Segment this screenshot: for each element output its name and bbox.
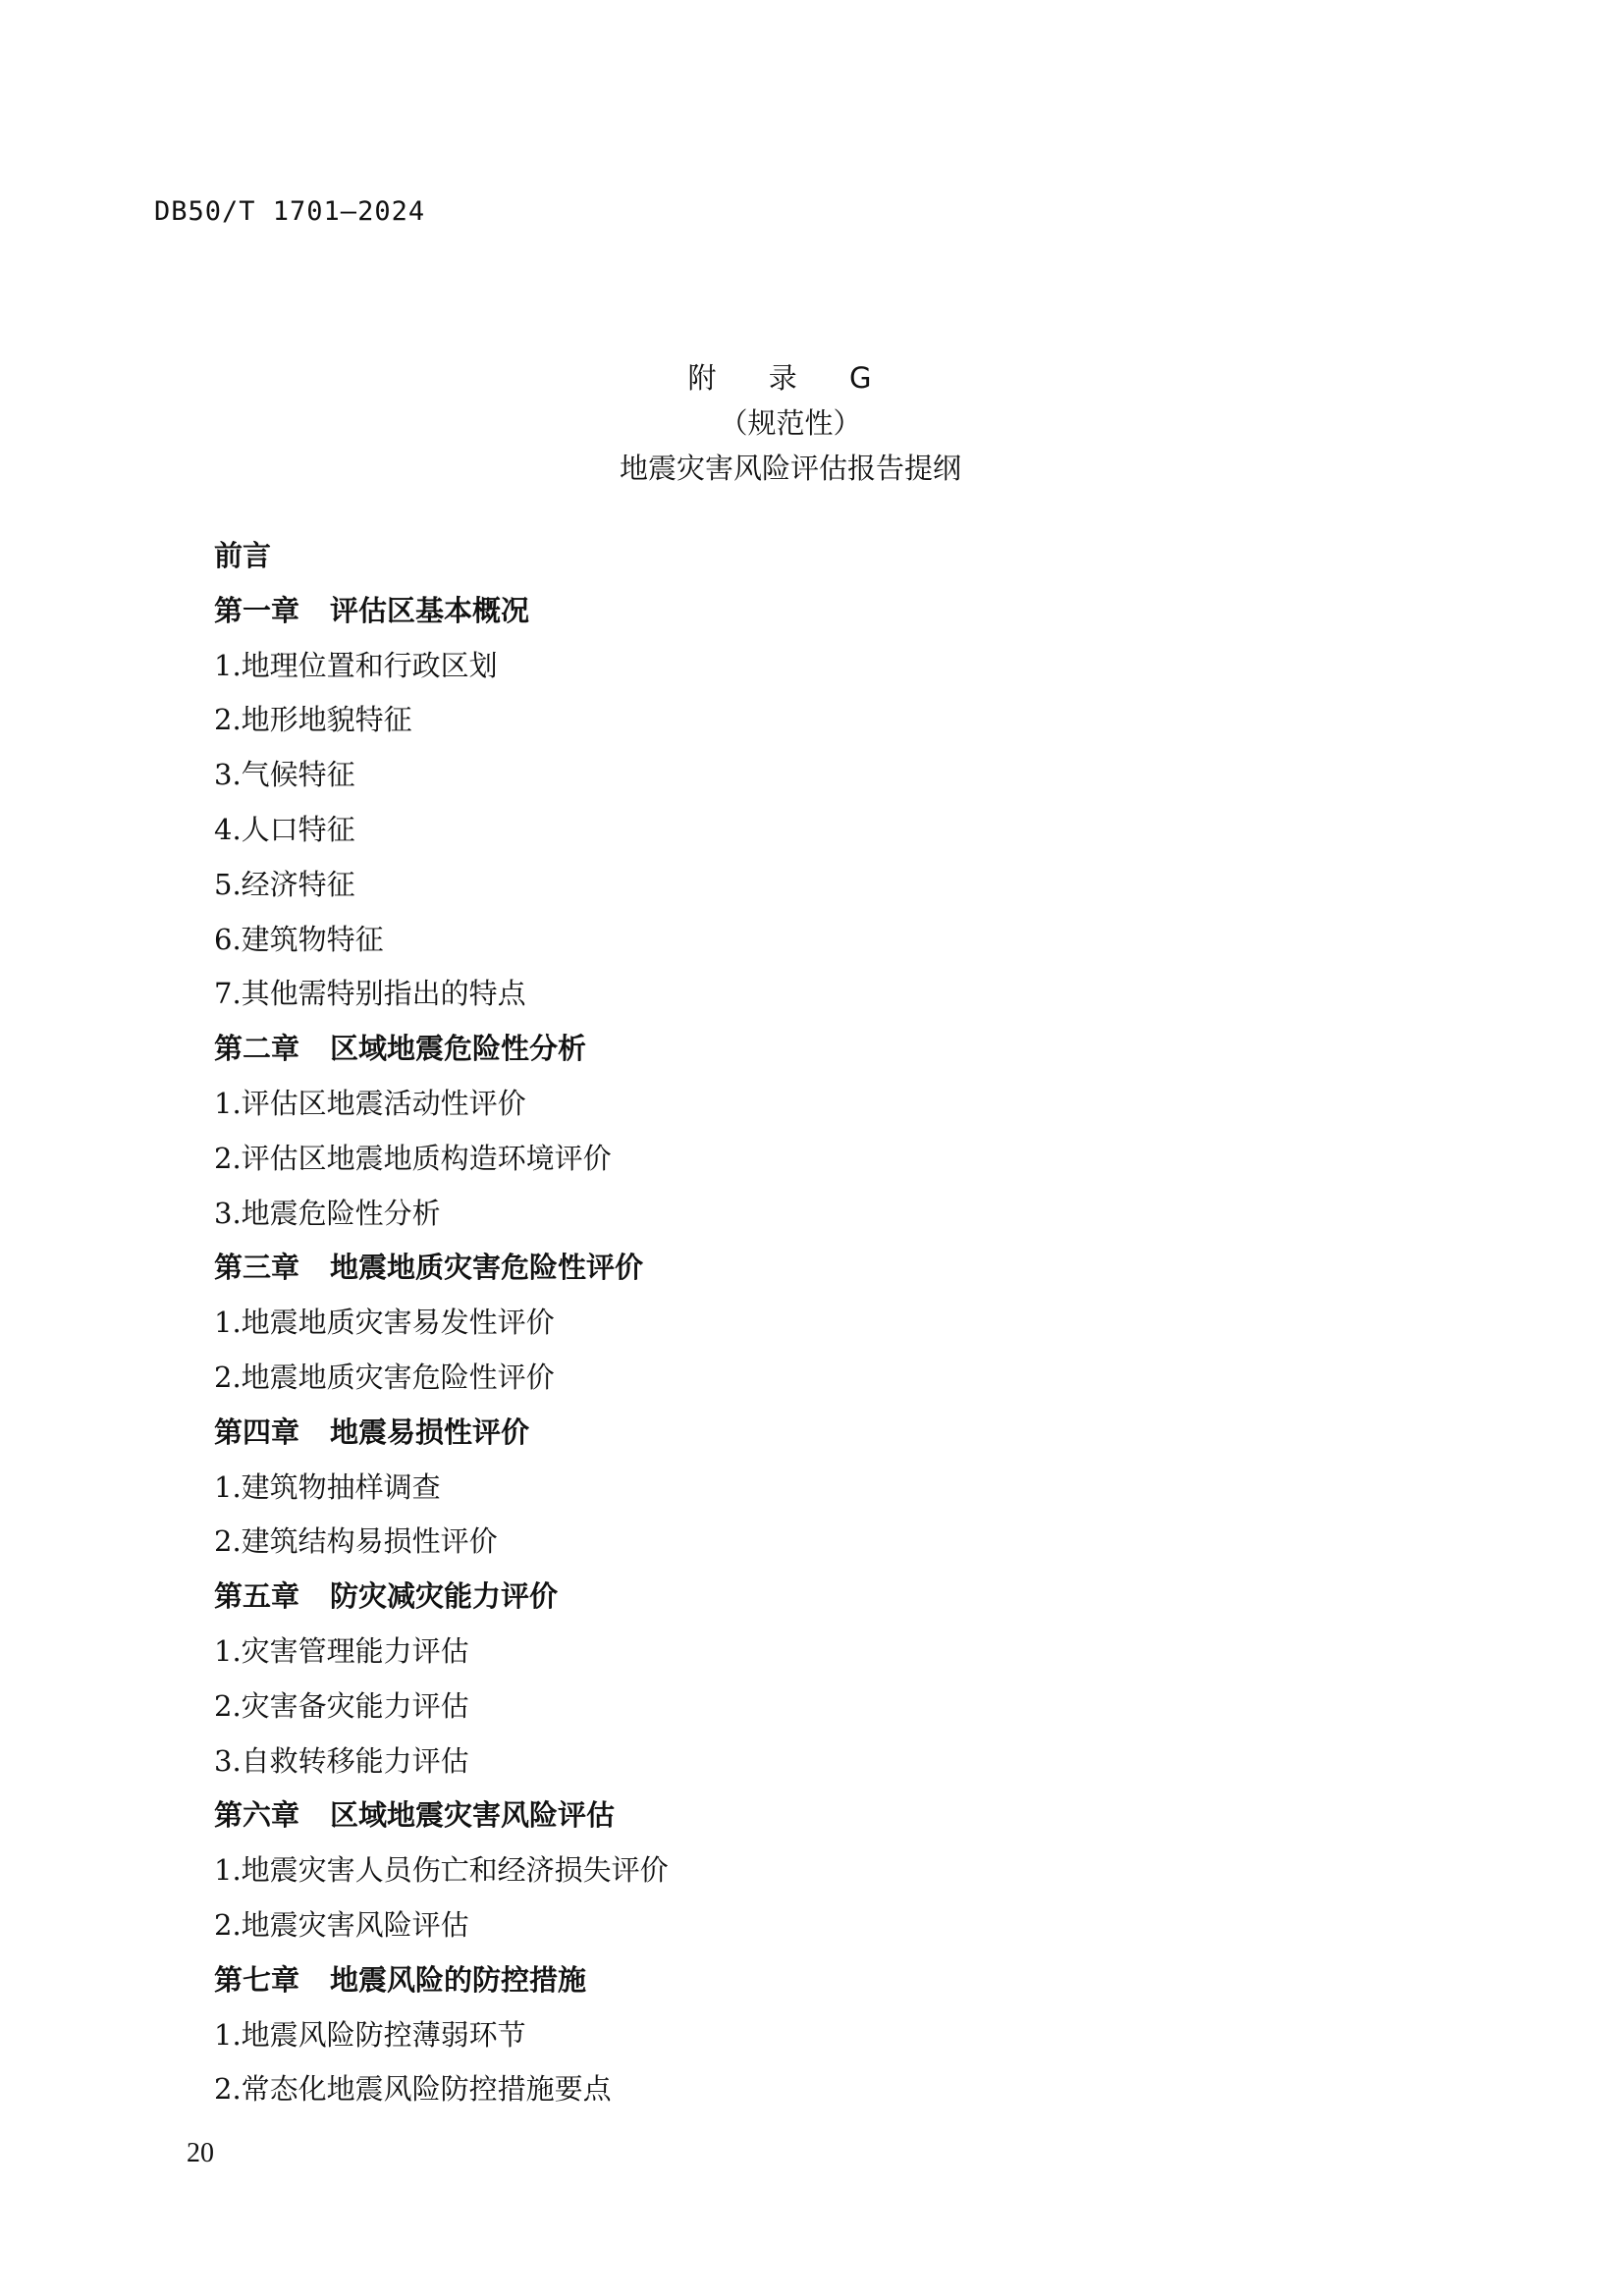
appendix-title: 地震灾害风险评估报告提纲	[619, 452, 961, 485]
page-number: 20	[187, 2138, 214, 2168]
chapter-title: 地震易损性评价	[330, 1415, 530, 1449]
outline-item: 1.评估区地震活动性评价	[214, 1086, 526, 1120]
outline-chapter	[214, 587, 1392, 642]
outline-item: 1.灾害管理能力评估	[214, 1633, 469, 1668]
outline-item: 7.其他需特别指出的特点	[214, 977, 526, 1011]
chapter-title: 区域地震灾害风险评估	[330, 1798, 616, 1833]
outline-item: 2.常态化地震风险防控措施要点	[214, 2072, 612, 2107]
outline-item: 3.自救转移能力评估	[214, 1743, 469, 1778]
appendix-label: 附 录 G	[687, 361, 893, 395]
report-outline	[214, 532, 1392, 2120]
chapter-title: 区域地震危险性分析	[330, 1032, 587, 1066]
chapter-number: 第二章	[214, 1032, 300, 1066]
outline-item: 1.地理位置和行政区划	[214, 648, 498, 682]
outline-item: 2.评估区地震地质构造环境评价	[214, 1141, 612, 1175]
outline-item: 1.地震风险防控薄弱环节	[214, 2017, 526, 2052]
outline-item: 4.人口特征	[214, 812, 355, 846]
chapter-number: 第五章	[214, 1579, 300, 1614]
outline-item: 2.灾害备灾能力评估	[214, 1688, 469, 1723]
appendix-nature: （规范性）	[719, 406, 862, 440]
outline-item: 5.经济特征	[214, 867, 355, 901]
chapter-number: 第七章	[214, 1962, 300, 1997]
outline-item: 2.地形地貌特征	[214, 703, 412, 737]
outline-item: 6.建筑物特征	[214, 922, 384, 956]
chapter-number: 第四章	[214, 1415, 300, 1449]
outline-item: 2.建筑结构易损性评价	[214, 1524, 498, 1559]
chapter-title: 评估区基本概况	[330, 593, 530, 627]
outline-chapter	[214, 1956, 1392, 2011]
outline-item: 1.建筑物抽样调查	[214, 1469, 441, 1504]
chapter-number: 第六章	[214, 1798, 300, 1833]
outline-item: 2.地震地质灾害危险性评价	[214, 1360, 555, 1394]
outline-item: 1.地震地质灾害易发性评价	[214, 1306, 555, 1340]
outline-chapter	[214, 1791, 1392, 1846]
outline-chapter	[214, 1409, 1392, 1464]
chapter-title: 防灾减灾能力评价	[330, 1579, 559, 1614]
chapter-number: 第三章	[214, 1251, 300, 1285]
outline-chapter	[214, 1573, 1392, 1628]
outline-chapter	[214, 532, 1392, 587]
chapter-number: 第一章	[214, 593, 300, 627]
chapter-title: 地震风险的防控措施	[330, 1962, 587, 1997]
chapter-title: 地震地质灾害危险性评价	[330, 1251, 644, 1285]
outline-item: 1.地震灾害人员伤亡和经济损失评价	[214, 1853, 669, 1888]
outline-chapter	[214, 1244, 1392, 1299]
chapter-title: 前言	[214, 539, 272, 572]
outline-item: 3.气候特征	[214, 758, 355, 792]
standard-code: DB50/T 1701—2024	[154, 196, 426, 227]
outline-chapter	[214, 1025, 1392, 1080]
appendix-title-block	[0, 355, 1581, 491]
outline-item: 3.地震危险性分析	[214, 1196, 441, 1230]
outline-item: 2.地震灾害风险评估	[214, 1907, 469, 1942]
